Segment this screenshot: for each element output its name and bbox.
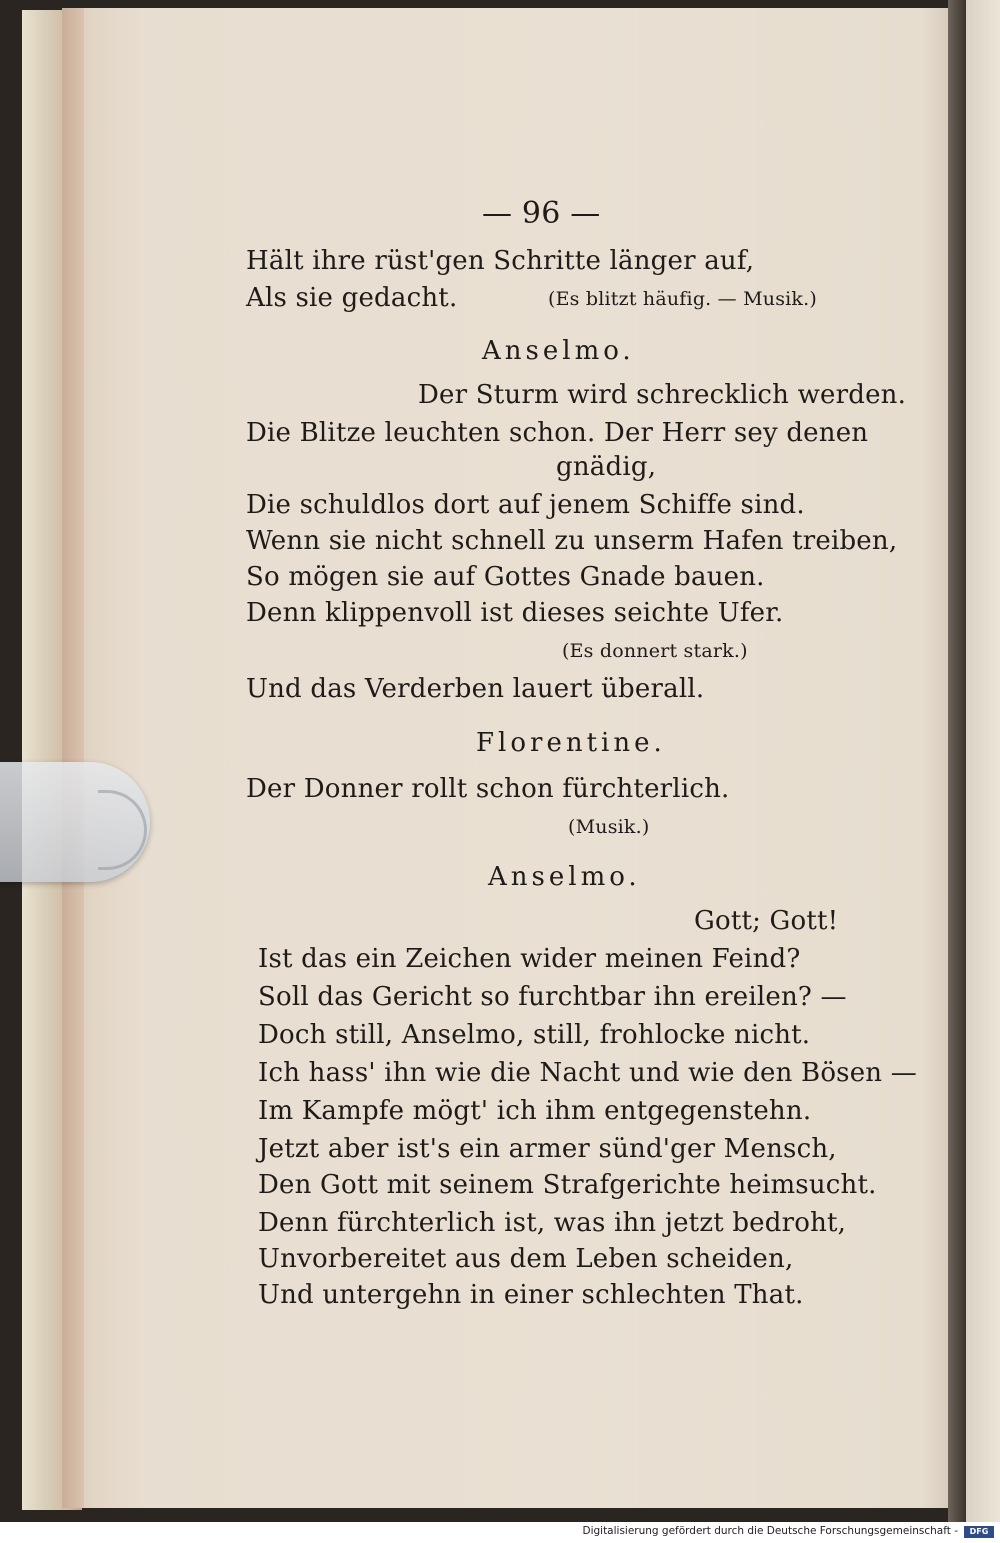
- verse-line: So mögen sie auf Gottes Gnade bauen.: [246, 562, 765, 592]
- adjacent-page: [966, 0, 1000, 1522]
- speaker-name: Anselmo.: [488, 862, 641, 892]
- verse-line: Ist das ein Zeichen wider meinen Feind?: [258, 944, 801, 974]
- speaker-name: Florentine.: [476, 728, 666, 758]
- verse-line: Ich hass' ihn wie die Nacht und wie den Bösen —: [258, 1058, 917, 1088]
- verse-line: Die Blitze leuchten schon. Der Herr sey denen: [246, 418, 869, 448]
- verse-line: Wenn sie nicht schnell zu unserm Hafen treiben,: [246, 526, 898, 556]
- verse-line: gnädig,: [556, 452, 657, 482]
- stage-direction: (Musik.): [568, 816, 650, 838]
- verse-line: Doch still, Anselmo, still, frohlocke nicht.: [258, 1020, 811, 1050]
- verse-line: Den Gott mit seinem Strafgerichte heimsucht.: [258, 1170, 877, 1200]
- verse-line: Und das Verderben lauert überall.: [246, 674, 705, 704]
- verse-line: Gott; Gott!: [694, 906, 839, 936]
- verse-line: Im Kampfe mögt' ich ihm entgegenstehn.: [258, 1096, 812, 1126]
- stage-direction: (Es donnert stark.): [562, 640, 748, 662]
- verse-line: Die schuldlos dort auf jenem Schiffe sind.: [246, 490, 805, 520]
- speaker-name: Anselmo.: [482, 336, 635, 366]
- stage-direction: (Es blitzt häufig. — Musik.): [548, 288, 817, 310]
- book-gutter: [948, 0, 966, 1522]
- page-number: — 96 —: [482, 196, 601, 231]
- verse-line: Soll das Gericht so furchtbar ihn ereilen? —: [258, 982, 847, 1012]
- verse-line: Jetzt aber ist's ein armer sünd'ger Mensch,: [258, 1134, 837, 1164]
- funding-credit: Digitalisierung gefördert durch die Deutsche Forschungsgemeinschaft -: [582, 1525, 958, 1537]
- verse-line: Denn klippenvoll ist dieses seichte Ufer.: [246, 598, 784, 628]
- footer-bar: [0, 1522, 1000, 1543]
- verse-line: Denn fürchterlich ist, was ihn jetzt bedroht,: [258, 1208, 847, 1238]
- page-binding-edge: [62, 8, 84, 1508]
- verse-line: Und untergehn in einer schlechten That.: [258, 1280, 804, 1310]
- verse-line: Unvorbereitet aus dem Leben scheiden,: [258, 1244, 794, 1274]
- verse-line: Hält ihre rüst'gen Schritte länger auf,: [246, 246, 755, 276]
- dfg-logo: DFG: [964, 1526, 994, 1538]
- verse-line: Der Donner rollt schon fürchterlich.: [246, 774, 730, 804]
- verse-line: Als sie gedacht.: [246, 283, 458, 313]
- verse-line: Der Sturm wird schrecklich werden.: [418, 380, 907, 410]
